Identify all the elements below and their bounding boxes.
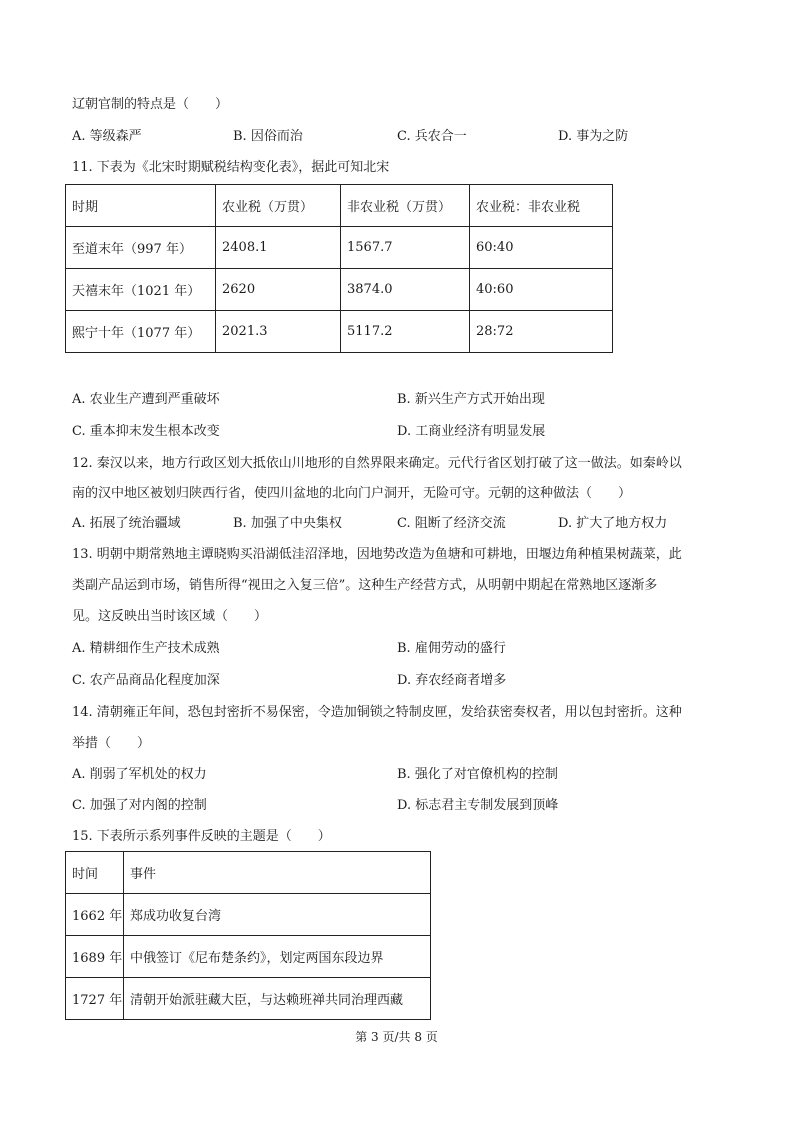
q14-line-1: 14. 清朝雍正年间，恐包封密折不易保密，令造加铜锁之特制皮匣，发给获密奏权者，用以包封密折。这种: [72, 705, 682, 720]
table-header-row: [66, 185, 613, 227]
q12-option-a: A. 拓展了统治疆域: [72, 516, 181, 531]
q12-option-c: C. 阻断了经济交流: [397, 516, 506, 531]
table-row: [66, 269, 613, 311]
table-cell: 28:72: [470, 311, 613, 353]
table-row: [66, 978, 431, 1020]
table-cell: 郑成功收复台湾: [124, 894, 431, 936]
q14-option-d: D. 标志君主专制发展到顶峰: [397, 798, 559, 813]
q13-options-row2: [72, 672, 732, 690]
q13-option-d: D. 弃农经商者增多: [397, 673, 507, 688]
q12-option-d: D. 扩大了地方权力: [558, 516, 668, 531]
table-row: [66, 227, 613, 269]
q14-option-a: A. 削弱了军机处的权力: [72, 767, 207, 782]
q11-option-b: B. 新兴生产方式开始出现: [397, 392, 545, 407]
q11-table: [65, 184, 613, 353]
q12-line-1: 12. 秦汉以来，地方行政区划大抵依山川地形的自然界限来确定。元代行省区划打破了这一做法。如秦岭以: [72, 456, 682, 471]
table-cell: 清朝开始派驻藏大臣，与达赖班禅共同治理西藏: [124, 978, 431, 1020]
table-cell: 1727 年: [66, 978, 124, 1020]
table-cell: 1567.7: [341, 227, 470, 269]
table-header-cell: 时间: [66, 852, 124, 894]
q10-options: [72, 128, 732, 146]
q11-options-row1: [72, 391, 732, 409]
q12-option-b: B. 加强了中央集权: [233, 516, 342, 531]
q10-stem: 辽朝官制的特点是（ ）: [72, 97, 229, 112]
table-header-cell: 时期: [66, 185, 216, 227]
q10-option-b: B. 因俗而治: [233, 129, 303, 144]
q13-option-c: C. 农产品商品化程度加深: [72, 673, 220, 688]
table-row: [66, 936, 431, 978]
table-header-row: [66, 852, 431, 894]
q12-options: [72, 515, 732, 533]
table-cell: 60:40: [470, 227, 613, 269]
table-cell: 40:60: [470, 269, 613, 311]
q11-option-d: D. 工商业经济有明显发展: [397, 424, 546, 439]
q13-line-1: 13. 明朝中期常熟地主谭晓购买沿湖低洼沼泽地，因地势改造为鱼塘和可耕地，田堰边角种植果树蔬菜，此: [72, 547, 682, 562]
q14-option-c: C. 加强了对内阁的控制: [72, 798, 207, 813]
q15-stem: 15. 下表所示系列事件反映的主题是（ ）: [72, 829, 331, 844]
q10-option-d: D. 事为之防: [558, 129, 629, 144]
q11-option-a: A. 农业生产遭到严重破坏: [72, 392, 220, 407]
table-cell: 3874.0: [341, 269, 470, 311]
table-header-cell: 事件: [124, 852, 431, 894]
table-cell: 2021.3: [216, 311, 341, 353]
table-cell: 2408.1: [216, 227, 341, 269]
q11-option-c: C. 重本抑末发生根本改变: [72, 424, 220, 439]
table-cell: 至道末年（997 年）: [66, 227, 216, 269]
q15-table: [65, 851, 431, 1020]
q12-line-2: 南的汉中地区被划归陕西行省，使四川盆地的北向门户洞开，无险可守。元朝的这种做法（ ）: [72, 486, 632, 501]
table-header-cell: 农业税（万贯）: [216, 185, 341, 227]
table-cell: 天禧末年（1021 年）: [66, 269, 216, 311]
table-cell: 中俄签订《尼布楚条约》，划定两国东段边界: [124, 936, 431, 978]
q13-line-2: 类副产品运到市场，销售所得“视田之入复三倍”。这种生产经营方式，从明朝中期起在常熟地区逐渐多: [72, 578, 658, 593]
table-cell: 1689 年: [66, 936, 124, 978]
page-number: 第 3 页/共 8 页: [355, 1030, 438, 1044]
q10-option-c: C. 兵农合一: [397, 129, 467, 144]
q14-options-row1: [72, 766, 732, 784]
table-header-cell: 农业税：非农业税: [470, 185, 613, 227]
q11-stem: 11. 下表为《北宋时期赋税结构变化表》，据此可知北宋: [72, 160, 390, 175]
q11-options-row2: [72, 423, 732, 441]
q10-option-a: A. 等级森严: [72, 129, 142, 144]
q14-option-b: B. 强化了对官僚机构的控制: [397, 767, 558, 782]
table-cell: 熙宁十年（1077 年）: [66, 311, 216, 353]
table-row: [66, 311, 613, 353]
q13-option-b: B. 雇佣劳动的盛行: [397, 641, 506, 656]
q13-options-row1: [72, 640, 732, 658]
q14-options-row2: [72, 797, 732, 815]
table-cell: 2620: [216, 269, 341, 311]
q14-line-2: 举措（ ）: [72, 736, 151, 751]
q13-option-a: A. 精耕细作生产技术成熟: [72, 641, 220, 656]
table-row: [66, 894, 431, 936]
table-cell: 5117.2: [341, 311, 470, 353]
table-cell: 1662 年: [66, 894, 124, 936]
table-header-cell: 非农业税（万贯）: [341, 185, 470, 227]
q13-line-3: 见。这反映出当时该区域（ ）: [72, 609, 268, 624]
